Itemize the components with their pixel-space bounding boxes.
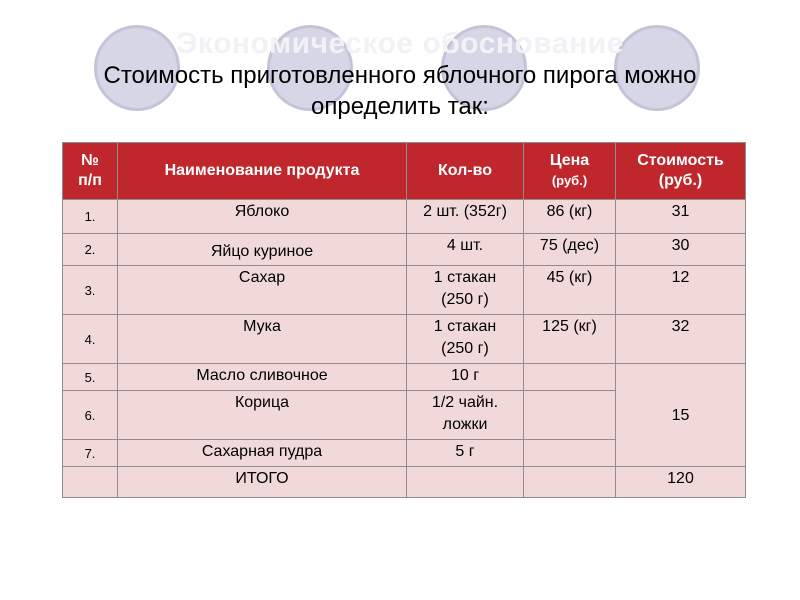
cell-cost-merged: 15 bbox=[616, 364, 746, 467]
cell-name: Сахарная пудра bbox=[118, 440, 407, 467]
slide-title: Экономическое обоснование bbox=[176, 27, 624, 60]
cell-name: Яблоко bbox=[118, 200, 407, 234]
table-header-row bbox=[63, 143, 746, 200]
cell-qty: 1 стакан (250 г) bbox=[407, 315, 524, 364]
table-row bbox=[63, 266, 746, 315]
cell-price: 75 (дес) bbox=[524, 234, 616, 266]
cell-num bbox=[63, 467, 118, 498]
cell-num: 6. bbox=[63, 391, 118, 440]
table-row bbox=[63, 364, 746, 391]
subtitle-line-1: Стоимость приготовленного яблочного пирога можно bbox=[103, 62, 697, 89]
cell-qty: 2 шт. (352г) bbox=[407, 200, 524, 234]
cell-qty: 1 стакан (250 г) bbox=[407, 266, 524, 315]
cell-num: 3. bbox=[63, 266, 118, 315]
table-total-row bbox=[63, 467, 746, 498]
slide-subtitle bbox=[40, 60, 760, 122]
header-qty: Кол-во bbox=[407, 143, 524, 200]
cell-price bbox=[524, 391, 616, 440]
header-cost: Стоимость (руб.) bbox=[616, 143, 746, 200]
cell-name: Мука bbox=[118, 315, 407, 364]
cell-cost: 12 bbox=[616, 266, 746, 315]
table-row bbox=[63, 234, 746, 266]
cell-name: Яйцо куриное bbox=[118, 234, 407, 266]
cell-cost: 30 bbox=[616, 234, 746, 266]
header-price: Цена (руб.) bbox=[524, 143, 616, 200]
subtitle-line-2: определить так: bbox=[311, 93, 489, 120]
cell-cost: 32 bbox=[616, 315, 746, 364]
cell-num: 1. bbox=[63, 200, 118, 234]
cell-qty: 4 шт. bbox=[407, 234, 524, 266]
cell-price bbox=[524, 467, 616, 498]
total-label: ИТОГО bbox=[118, 467, 407, 498]
cell-qty: 5 г bbox=[407, 440, 524, 467]
cell-price: 45 (кг) bbox=[524, 266, 616, 315]
cell-name: Масло сливочное bbox=[118, 364, 407, 391]
cell-num: 7. bbox=[63, 440, 118, 467]
header-num: № п/п bbox=[63, 143, 118, 200]
cell-name: Сахар bbox=[118, 266, 407, 315]
cell-qty bbox=[407, 467, 524, 498]
header-name: Наименование продукта bbox=[118, 143, 407, 200]
cost-table bbox=[62, 142, 746, 498]
table-row bbox=[63, 315, 746, 364]
cell-price: 125 (кг) bbox=[524, 315, 616, 364]
cell-num: 2. bbox=[63, 234, 118, 266]
total-value: 120 bbox=[616, 467, 746, 498]
cell-num: 5. bbox=[63, 364, 118, 391]
cell-price: 86 (кг) bbox=[524, 200, 616, 234]
cell-price bbox=[524, 364, 616, 391]
cell-qty: 1/2 чайн. ложки bbox=[407, 391, 524, 440]
cell-qty: 10 г bbox=[407, 364, 524, 391]
cell-price bbox=[524, 440, 616, 467]
cell-num: 4. bbox=[63, 315, 118, 364]
cell-cost: 31 bbox=[616, 200, 746, 234]
cell-name: Корица bbox=[118, 391, 407, 440]
table-row bbox=[63, 200, 746, 234]
